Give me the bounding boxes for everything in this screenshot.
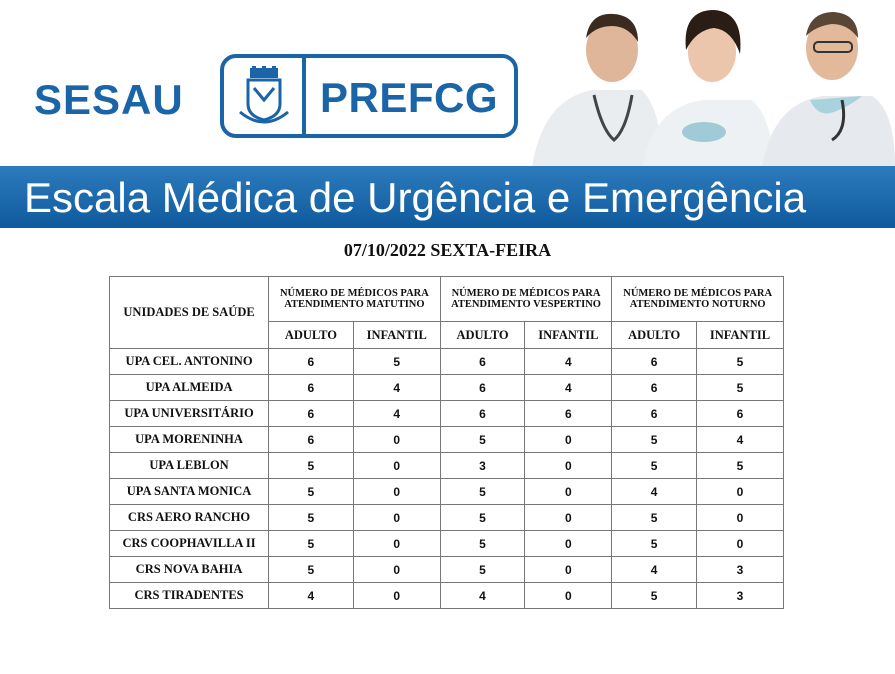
crest-icon [236,66,292,128]
table-body [110,349,784,609]
doctor-count-cell: 6 [440,349,525,375]
unit-name: CRS NOVA BAHIA [110,557,269,583]
unit-name: UPA LEBLON [110,453,269,479]
doctor-count-cell: 0 [696,505,783,531]
group-header-vespertino: NÚMERO DE MÉDICOS PARA ATENDIMENTO VESPERTINO [440,277,612,322]
table-row [110,401,784,427]
doctor-count-cell: 0 [525,427,612,453]
doctor-count-cell: 5 [612,427,697,453]
doctor-count-cell: 4 [269,583,354,609]
doctor-count-cell: 5 [612,453,697,479]
doctor-count-cell: 6 [525,401,612,427]
sesau-logo: SESAU [34,76,184,123]
table-row [110,453,784,479]
doctor-count-cell: 4 [440,583,525,609]
table-row [110,531,784,557]
doctor-count-cell: 5 [269,505,354,531]
unit-name: CRS COOPHAVILLA II [110,531,269,557]
doctor-count-cell: 6 [612,401,697,427]
table-row [110,427,784,453]
unit-name: CRS AERO RANCHO [110,505,269,531]
doctor-count-cell: 5 [353,349,440,375]
group-header-matutino: NÚMERO DE MÉDICOS PARA ATENDIMENTO MATUTINO [269,277,441,322]
doctor-count-cell: 5 [612,531,697,557]
doctor-count-cell: 0 [525,505,612,531]
sub-header: INFANTIL [696,322,783,349]
doctor-count-cell: 4 [353,375,440,401]
doctor-count-cell: 6 [612,349,697,375]
table-row [110,375,784,401]
doctor-count-cell: 6 [440,401,525,427]
group-header-noturno: NÚMERO DE MÉDICOS PARA ATENDIMENTO NOTURNO [612,277,784,322]
doctor-count-cell: 5 [269,479,354,505]
doctor-count-cell: 6 [440,375,525,401]
table-row [110,479,784,505]
doctor-count-cell: 0 [525,557,612,583]
doctor-count-cell: 6 [269,427,354,453]
doctor-count-cell: 5 [440,531,525,557]
doctor-count-cell: 3 [696,583,783,609]
doctor-count-cell: 0 [353,505,440,531]
unit-name: UPA MORENINHA [110,427,269,453]
banner-title: Escala Médica de Urgência e Emergência [24,174,807,221]
unit-name: UPA CEL. ANTONINO [110,349,269,375]
doctor-count-cell: 5 [440,427,525,453]
unit-name: UPA ALMEIDA [110,375,269,401]
doctor-count-cell: 3 [696,557,783,583]
doctor-count-cell: 0 [353,427,440,453]
doctor-count-cell: 5 [269,531,354,557]
doctor-count-cell: 0 [353,453,440,479]
table-row [110,349,784,375]
doctor-count-cell: 4 [612,557,697,583]
doctor-count-cell: 5 [440,505,525,531]
doctor-count-cell: 5 [612,505,697,531]
doctor-count-cell: 3 [440,453,525,479]
doctor-count-cell: 5 [696,375,783,401]
schedule-date: 07/10/2022 SEXTA-FEIRA [343,240,552,260]
doctor-count-cell: 5 [612,583,697,609]
doctor-count-cell: 0 [353,479,440,505]
doctor-count-cell: 6 [269,349,354,375]
doctor-count-cell: 5 [269,557,354,583]
doctor-count-cell: 4 [525,349,612,375]
doctor-count-cell: 4 [525,375,612,401]
doctor-count-cell: 6 [696,401,783,427]
doctor-count-cell: 4 [612,479,697,505]
doctor-count-cell: 5 [440,557,525,583]
sub-header: ADULTO [612,322,697,349]
table-row [110,557,784,583]
doctor-count-cell: 4 [353,401,440,427]
doctor-count-cell: 0 [696,531,783,557]
doctor-count-cell: 5 [440,479,525,505]
doctor-count-cell: 6 [612,375,697,401]
table-row [110,583,784,609]
doctor-count-cell: 6 [269,375,354,401]
sub-header: INFANTIL [525,322,612,349]
doctor-count-cell: 5 [696,453,783,479]
doctor-count-cell: 0 [525,479,612,505]
doctor-count-cell: 5 [269,453,354,479]
doctor-count-cell: 0 [696,479,783,505]
doctor-count-cell: 0 [525,531,612,557]
doctor-count-cell: 0 [525,583,612,609]
doctors-photo [532,0,895,168]
doctor-count-cell: 0 [353,557,440,583]
prefcg-text: PREFCG [320,74,499,121]
logo-divider [302,58,306,134]
page-header [0,0,895,228]
doctor-count-cell: 5 [696,349,783,375]
doctor-count-cell: 0 [525,453,612,479]
unit-name: UPA UNIVERSITÁRIO [110,401,269,427]
table-row [110,505,784,531]
schedule-table [109,276,784,609]
sub-header: INFANTIL [353,322,440,349]
doctor-count-cell: 0 [353,531,440,557]
doctor-count-cell: 6 [269,401,354,427]
doctor-count-cell: 4 [696,427,783,453]
prefcg-logo [220,54,518,138]
doctor-count-cell: 0 [353,583,440,609]
unit-name: UPA SANTA MONICA [110,479,269,505]
unit-name: CRS TIRADENTES [110,583,269,609]
sub-header: ADULTO [269,322,354,349]
unit-column-header: UNIDADES DE SAÚDE [110,277,269,349]
sub-header: ADULTO [440,322,525,349]
